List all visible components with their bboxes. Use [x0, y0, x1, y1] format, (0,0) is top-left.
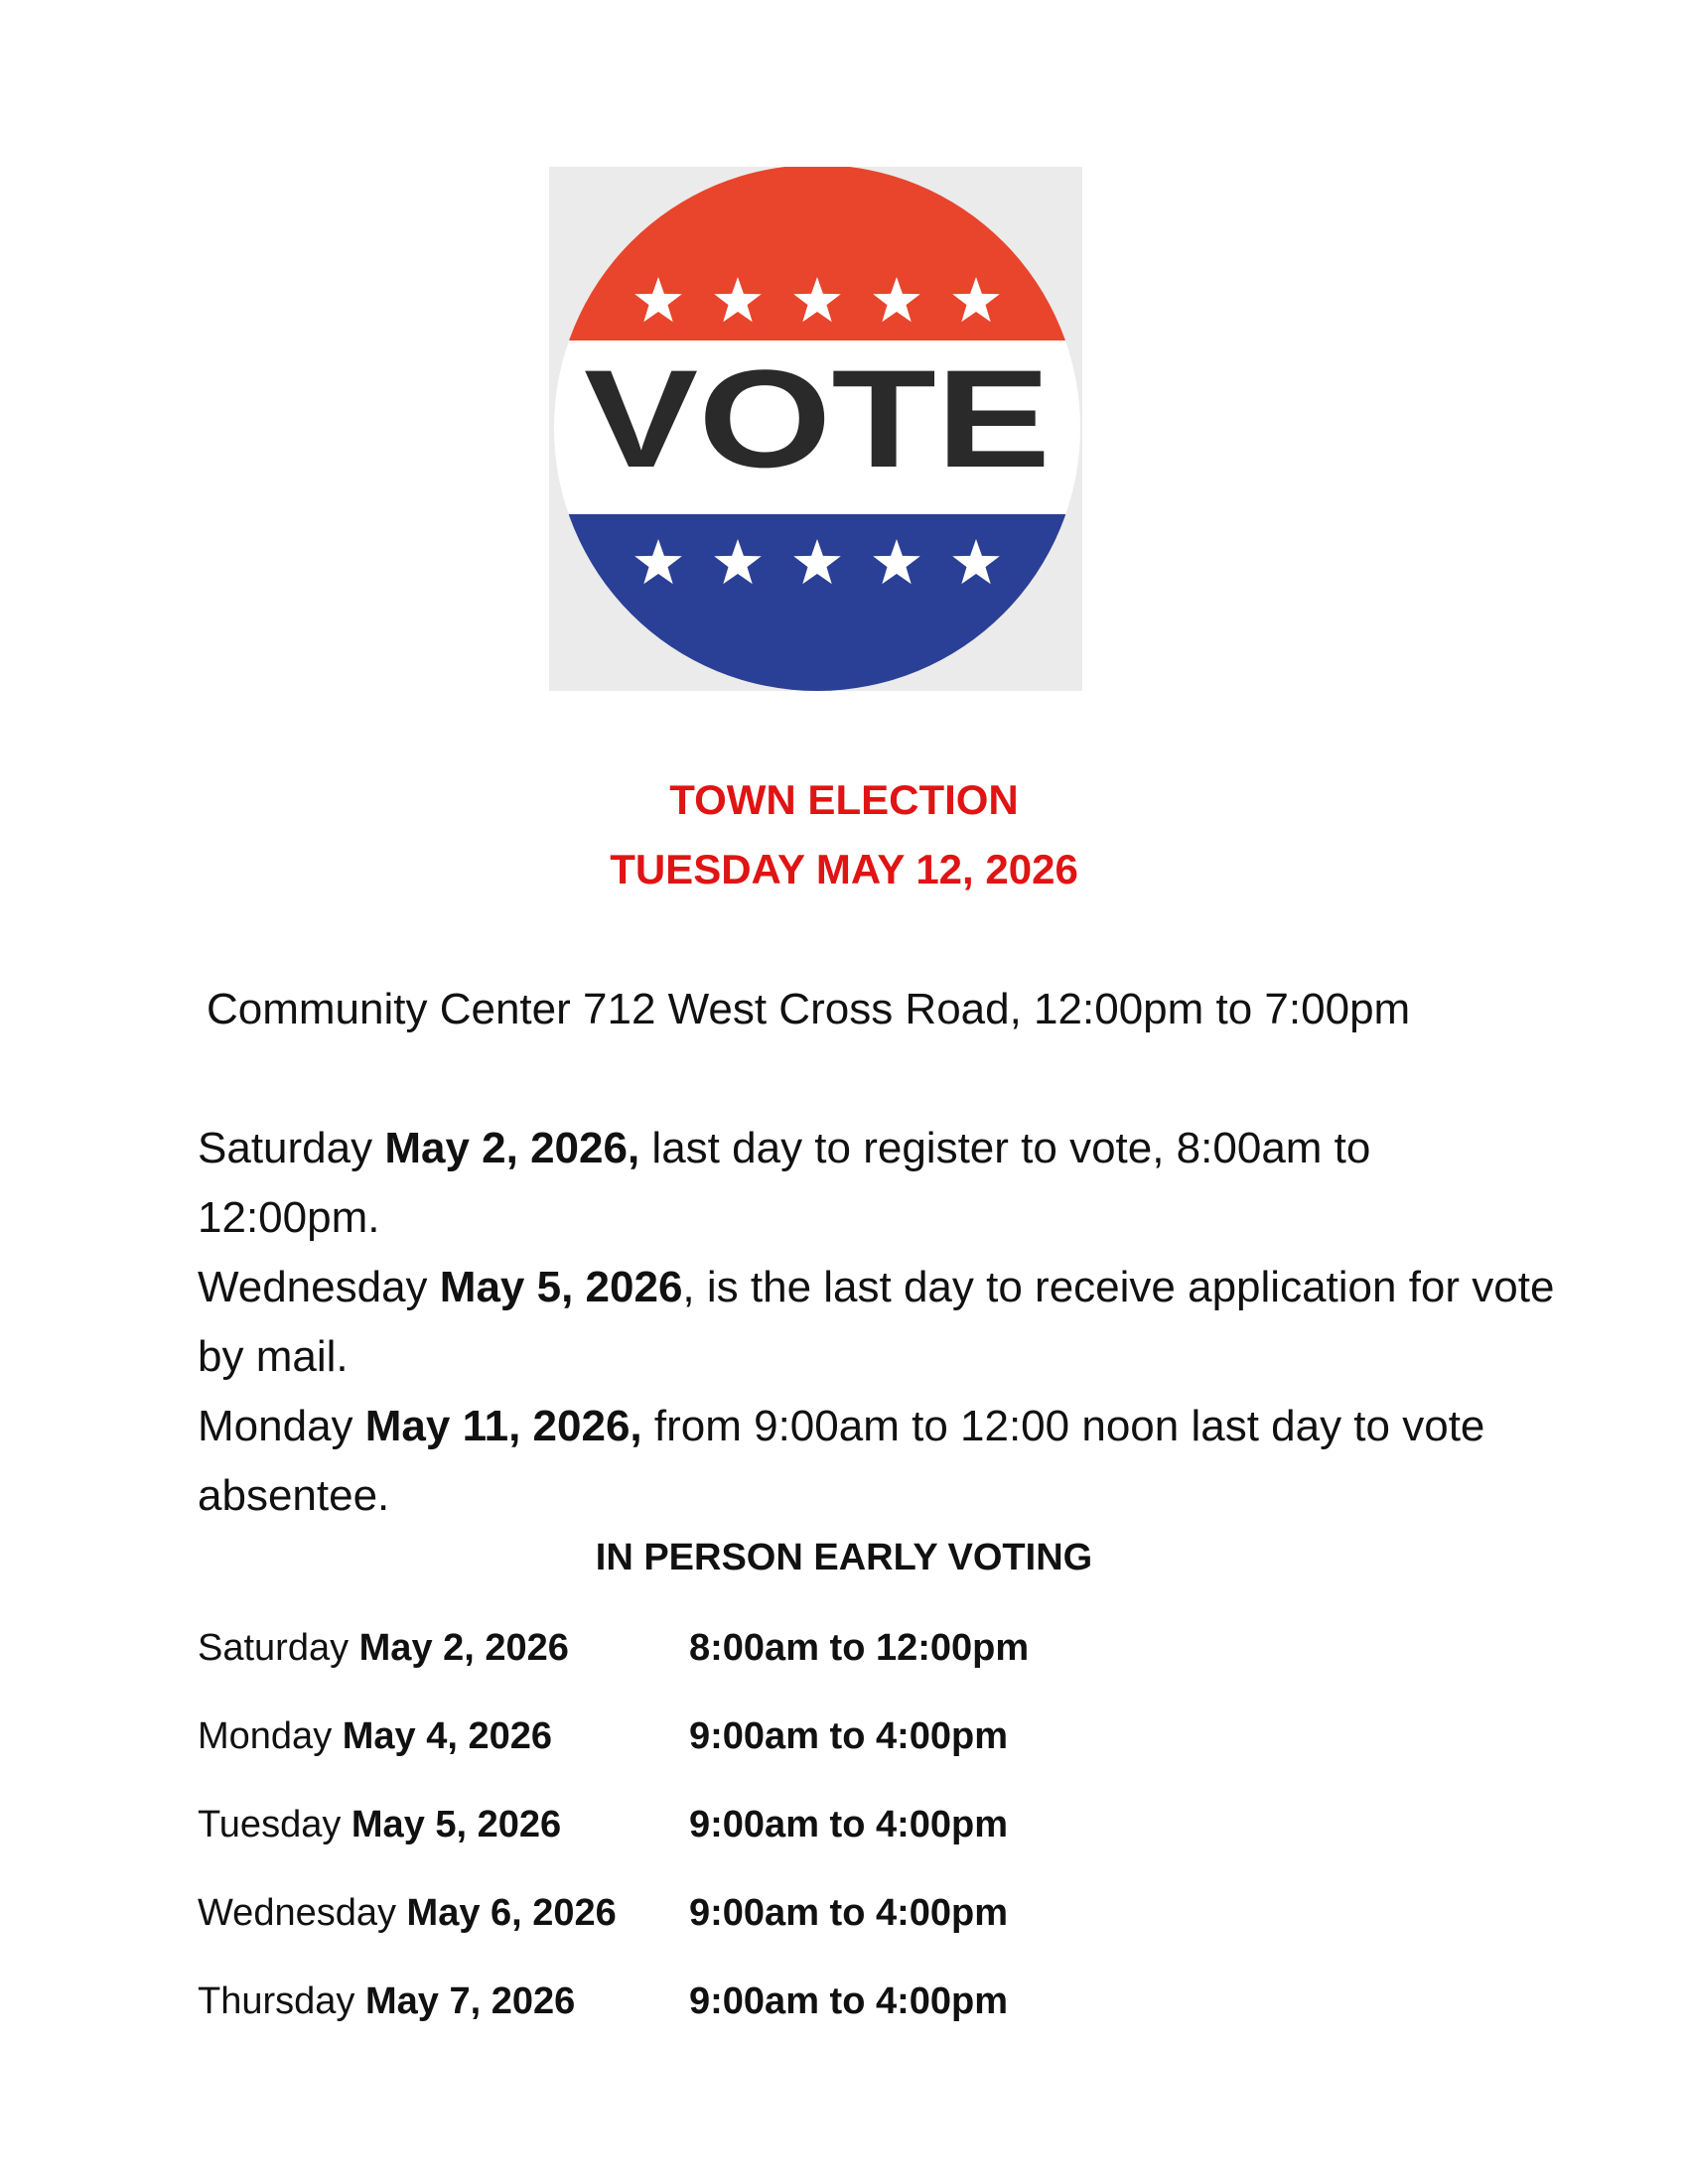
- deadline-absentee: Monday May 11, 2026, from 9:00am to 12:00 noon last day to vote absentee.: [198, 1402, 1485, 1520]
- deadline-date: May 11, 2026,: [364, 1402, 642, 1450]
- early-voting-row: Wednesday May 6, 2026 9:00am to 4:00pm: [198, 1892, 1009, 1934]
- polling-location: Community Center 712 West Cross Road, 12:00pm to 7:00pm: [207, 985, 1411, 1033]
- election-title: TOWN ELECTION: [669, 776, 1019, 823]
- vote-button-icon: [549, 167, 1082, 691]
- early-voting-row: Tuesday May 5, 2026 9:00am to 4:00pm: [198, 1804, 1009, 1845]
- early-voting-row: Saturday May 2, 2026 8:00am to 12:00pm: [198, 1627, 1030, 1669]
- deadline-date: May 2, 2026,: [384, 1124, 640, 1172]
- deadline-mail-application: Wednesday May 5, 2026, is the last day to receive application for vote by mail.: [198, 1263, 1555, 1381]
- early-voting-row: Thursday May 7, 2026 9:00am to 4:00pm: [198, 1980, 1009, 2022]
- vote-logo: [549, 167, 1082, 691]
- election-date: TUESDAY MAY 12, 2026: [610, 846, 1078, 892]
- deadline-date: May 5, 2026: [439, 1263, 683, 1311]
- deadline-register: Saturday May 2, 2026, last day to register to vote, 8:00am to 12:00pm.: [198, 1124, 1371, 1242]
- early-voting-heading: IN PERSON EARLY VOTING: [595, 1537, 1093, 1578]
- early-voting-row: Monday May 4, 2026 9:00am to 4:00pm: [198, 1715, 1009, 1757]
- vote-logo-text: VOTE: [584, 341, 1051, 496]
